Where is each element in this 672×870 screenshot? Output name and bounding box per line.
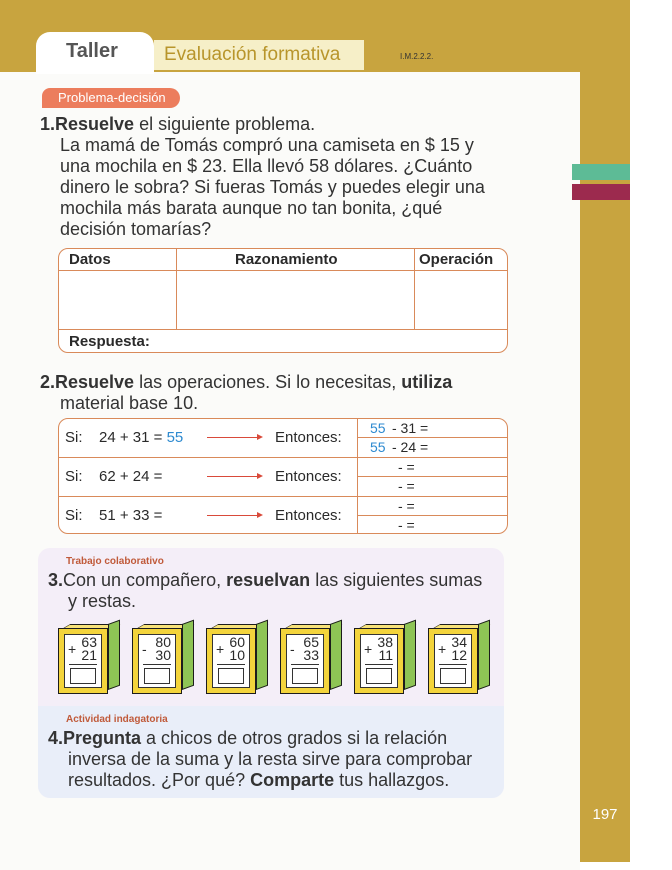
q3-pre: Con un compañero,	[63, 570, 227, 590]
op-rest: - =	[398, 478, 415, 494]
q4-line-2: inversa de la suma y la resta sirve para comprobar	[68, 749, 473, 769]
question-3	[48, 570, 504, 612]
inverse-ops	[357, 458, 508, 497]
q4-number: 4.	[48, 728, 64, 748]
box-side	[404, 620, 416, 690]
abacus-boxes	[58, 624, 498, 696]
box-side	[256, 620, 268, 690]
abacus-box	[132, 624, 194, 694]
q1-line-5: decisión tomarías?	[60, 219, 212, 239]
operator-sign: -	[142, 641, 147, 657]
q1-number: 1.	[40, 114, 56, 134]
problem-table	[58, 248, 508, 353]
actividad-indagatoria-label: Actividad indagatoria	[66, 714, 168, 725]
q1-verb: Resuelve	[55, 114, 135, 134]
inverse-op-2[interactable]	[358, 477, 508, 496]
operation-card	[360, 634, 398, 688]
q3-number: 3.	[48, 570, 64, 590]
q1-line-3: dinero le sobra? Si fueras Tomás y puedes elegir una	[60, 177, 485, 197]
answer-box[interactable]	[366, 668, 392, 684]
curriculum-code: I.M.2.2.2.	[400, 52, 434, 61]
q4-line-3a: resultados. ¿Por qué?	[68, 770, 251, 790]
right-margin	[630, 0, 672, 870]
sum-line	[143, 664, 171, 665]
op-minuend: 55	[370, 420, 386, 436]
side-tab-maroon	[572, 184, 630, 200]
op-rest: - =	[398, 459, 415, 475]
op-rest: - 24 =	[392, 439, 429, 455]
operacion-cell[interactable]	[415, 249, 508, 329]
entonces-label: Entonces:	[275, 429, 342, 446]
datos-header: Datos	[69, 251, 111, 268]
operand-b: 21	[81, 647, 97, 663]
inverse-ops	[357, 497, 508, 534]
respuesta-label: Respuesta:	[69, 333, 150, 350]
answer-box[interactable]	[218, 668, 244, 684]
operand-b: 30	[155, 647, 171, 663]
q4-verb2: Comparte	[250, 770, 335, 790]
operator-sign: +	[364, 641, 373, 657]
datos-cell[interactable]	[59, 249, 177, 329]
q2-line-2: material base 10.	[60, 393, 199, 413]
abacus-box	[280, 624, 342, 694]
q3-post: las siguientes sumas	[310, 570, 483, 590]
operator-sign: +	[68, 641, 77, 657]
sum-line	[439, 664, 467, 665]
inverse-op-1[interactable]	[358, 458, 508, 477]
arrow-icon	[207, 437, 261, 438]
operand-b: 12	[451, 647, 467, 663]
arrow-icon	[207, 476, 261, 477]
razonamiento-header: Razonamiento	[235, 251, 338, 268]
inverse-op-1[interactable]	[358, 497, 508, 516]
answer-box[interactable]	[70, 668, 96, 684]
operation-card	[138, 634, 176, 688]
sum-expression[interactable]: 62 + 24 =	[99, 468, 163, 485]
operand-a: 38	[377, 634, 393, 650]
operation-card	[286, 634, 324, 688]
q2-verb: Resuelve	[55, 372, 135, 392]
page-number: 197	[592, 806, 618, 823]
answer-box[interactable]	[144, 668, 170, 684]
sum-expression-text: 24 + 31 =	[99, 429, 167, 446]
operand-a: 60	[229, 634, 245, 650]
respuesta-row[interactable]	[59, 329, 507, 353]
abacus-box	[428, 624, 490, 694]
question-2	[40, 372, 510, 414]
side-tab-green	[572, 164, 630, 180]
box-side	[478, 620, 490, 690]
q4-verb: Pregunta	[63, 728, 142, 748]
question-1	[40, 114, 520, 240]
sum-expression	[99, 429, 183, 446]
question-4	[48, 728, 504, 791]
operations-row-1	[59, 419, 507, 458]
sum-line	[69, 664, 97, 665]
razonamiento-cell[interactable]	[177, 249, 415, 329]
sum-expression[interactable]: 51 + 33 =	[99, 507, 163, 524]
sum-result: 55	[166, 429, 184, 446]
q2-mid: las operaciones. Si lo necesitas,	[134, 372, 402, 392]
box-side	[182, 620, 194, 690]
q4-line-3b: tus hallazgos.	[334, 770, 450, 790]
operation-card	[212, 634, 250, 688]
operation-card	[434, 634, 472, 688]
q1-line-0: el siguiente problema.	[134, 114, 316, 134]
operations-table	[58, 418, 508, 534]
operand-b: 33	[303, 647, 319, 663]
entonces-label: Entonces:	[275, 468, 342, 485]
operator-sign: -	[290, 641, 295, 657]
operator-sign: +	[438, 641, 447, 657]
box-side	[108, 620, 120, 690]
sum-line	[365, 664, 393, 665]
sum-line	[217, 664, 245, 665]
entonces-label: Entonces:	[275, 507, 342, 524]
box-side	[330, 620, 342, 690]
inverse-op-2[interactable]	[358, 516, 508, 534]
operations-row-3	[59, 497, 507, 534]
q4-line-1: a chicos de otros grados si la relación	[141, 728, 448, 748]
op-rest: - =	[398, 517, 415, 533]
operand-a: 80	[155, 634, 171, 650]
operand-a: 65	[303, 634, 319, 650]
operation-card	[64, 634, 102, 688]
tab-evaluacion-formativa: Evaluación formativa	[154, 40, 364, 70]
operand-a: 63	[81, 634, 97, 650]
answer-box[interactable]	[292, 668, 318, 684]
operand-b: 11	[378, 647, 393, 663]
sum-line	[291, 664, 319, 665]
operations-row-2	[59, 458, 507, 497]
q3-verb: resuelvan	[226, 570, 311, 590]
inverse-op-1[interactable]	[358, 419, 508, 438]
tab-taller: Taller	[36, 32, 154, 74]
answer-box[interactable]	[440, 668, 466, 684]
abacus-box	[354, 624, 416, 694]
trabajo-colaborativo-label: Trabajo colaborativo	[66, 556, 164, 567]
operacion-header: Operación	[419, 251, 494, 268]
arrow-icon	[207, 515, 261, 516]
page-edge-band	[580, 0, 630, 862]
abacus-box	[58, 624, 120, 694]
problema-decision-badge: Problema-decisión	[42, 88, 180, 108]
operator-sign: +	[216, 641, 225, 657]
q1-line-2: una mochila en $ 23. Ella llevó 58 dólares. ¿Cuánto	[60, 156, 473, 176]
q1-line-1: La mamá de Tomás compró una camiseta en $ 15 y	[60, 135, 474, 155]
q3-line-2: y restas.	[68, 591, 137, 611]
op-rest: - =	[398, 498, 415, 514]
operand-a: 34	[451, 634, 467, 650]
op-rest: - 31 =	[392, 420, 429, 436]
q2-verb2: utiliza	[401, 372, 453, 392]
op-minuend: 55	[370, 439, 386, 455]
q2-number: 2.	[40, 372, 56, 392]
abacus-box	[206, 624, 268, 694]
si-label: Si:	[65, 429, 83, 446]
si-label: Si:	[65, 507, 83, 524]
q1-line-4: mochila más barata aunque no tan bonita, ¿qué	[60, 198, 443, 218]
inverse-op-2[interactable]	[358, 438, 508, 457]
si-label: Si:	[65, 468, 83, 485]
operand-b: 10	[229, 647, 245, 663]
inverse-ops	[357, 419, 508, 458]
